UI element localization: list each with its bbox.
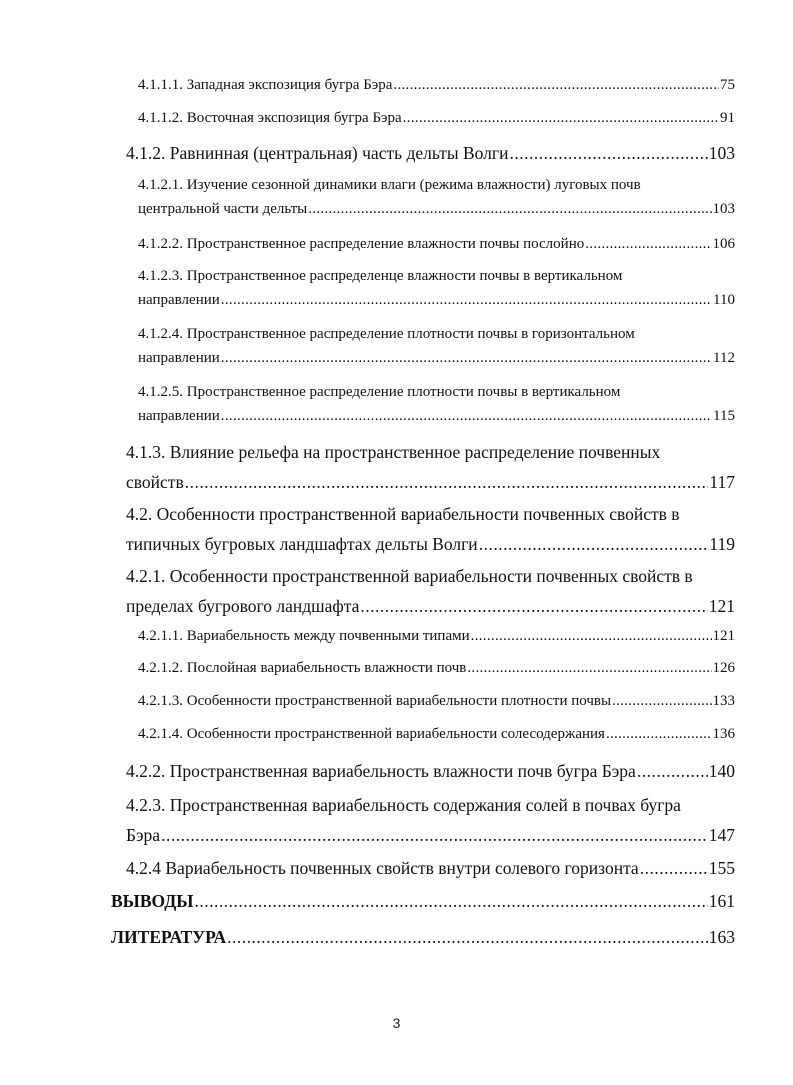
dot-leader <box>221 404 712 428</box>
toc-title: Изучение сезонной динамики влаги (режима влажности) луговых почв <box>186 177 641 193</box>
dot-leader <box>509 138 707 168</box>
toc-number: 4.1.3. <box>126 442 166 462</box>
toc-entry[interactable] <box>138 73 735 97</box>
toc-entry-references[interactable] <box>111 922 735 952</box>
toc-number: 4.2.1.1. <box>138 628 183 644</box>
toc-number: 4.1.1.2. <box>138 110 183 126</box>
toc-number: 4.1.2.1. <box>138 177 183 193</box>
toc-entry[interactable] <box>138 380 735 428</box>
toc-title: Влияние рельефа на пространственное распределение почвенных <box>169 442 661 462</box>
toc-number: 4.1.2.3. <box>138 268 183 284</box>
dot-leader <box>221 288 712 312</box>
toc-page: 110 <box>713 292 735 308</box>
toc-page: 147 <box>708 825 735 845</box>
toc-page: 163 <box>708 927 735 947</box>
toc-title: Западная экспозиция бугра Бэра <box>186 77 393 93</box>
toc-title-continuation: направлении <box>138 408 220 424</box>
dot-leader <box>640 853 708 883</box>
toc-title-continuation: типичных бугровых ландшафтах дельты Волги <box>126 534 478 554</box>
toc-page: 106 <box>712 236 735 252</box>
toc-entry[interactable] <box>126 138 735 168</box>
dot-leader <box>479 529 709 559</box>
dot-leader <box>403 106 719 130</box>
toc-page: 121 <box>708 596 735 616</box>
toc-entry[interactable] <box>138 689 735 713</box>
dot-leader <box>161 820 708 850</box>
toc-number: 4.2.1. <box>126 566 166 586</box>
toc-title: Пространственное распределенце влажности почвы в вертикальном <box>186 268 623 284</box>
dot-leader <box>195 886 708 916</box>
dot-leader <box>467 656 711 680</box>
toc-title: Пространственное распределение плотности почвы в горизонтальном <box>186 326 635 342</box>
dot-leader <box>606 722 712 746</box>
toc-page: 115 <box>713 408 735 424</box>
toc-number: 4.1.2.5. <box>138 384 183 400</box>
toc-entry[interactable] <box>126 437 735 497</box>
toc-title: Особенности пространственной вариабельности почвенных свойств в <box>169 566 693 586</box>
toc-entry[interactable] <box>126 756 735 786</box>
toc-number: 4.2.1.3. <box>138 693 183 709</box>
toc-entry[interactable] <box>126 790 735 850</box>
toc-page: 155 <box>708 858 735 878</box>
toc-page: 112 <box>713 350 735 366</box>
toc-title-continuation: направлении <box>138 292 220 308</box>
toc-title: Пространственная вариабельность влажности почв бугра Бэра <box>169 761 636 781</box>
dot-leader <box>185 467 709 497</box>
toc-number: 4.1.2. <box>126 143 166 163</box>
dot-leader <box>612 689 711 713</box>
toc-title: Особенности пространственной вариабельности солесодержания <box>186 726 605 742</box>
toc-title: Вариабельность между почвенными типами <box>186 628 470 644</box>
toc-page: 133 <box>712 693 735 709</box>
toc-title-continuation: центральной части дельты <box>138 201 308 217</box>
toc-page: 75 <box>720 77 735 93</box>
toc-number: 4.2.2. <box>126 761 166 781</box>
toc-title-continuation: свойств <box>126 472 184 492</box>
toc-number: 4.2.1.2. <box>138 660 183 676</box>
toc-title: Особенности пространственной вариабельности плотности почвы <box>186 693 612 709</box>
toc-title: ЛИТЕРАТУРА <box>111 927 227 947</box>
toc-page: 140 <box>708 761 735 781</box>
toc-entry[interactable] <box>126 853 735 883</box>
toc-entry[interactable] <box>138 322 735 370</box>
toc-number: 4.2.1.4. <box>138 726 183 742</box>
dot-leader <box>471 624 712 648</box>
toc-title: ВЫВОДЫ <box>111 891 194 911</box>
dot-leader <box>360 591 707 621</box>
toc-title: Особенности пространственной вариабельности почвенных свойств в <box>156 504 680 524</box>
toc-entry[interactable] <box>138 173 735 221</box>
toc-title: Пространственная вариабельность содержания солей в почвах бугра <box>169 795 681 815</box>
toc-title: Вариабельность почвенных свойств внутри солевого горизонта <box>165 858 639 878</box>
dot-leader <box>637 756 708 786</box>
page-number: 3 <box>392 1015 401 1031</box>
toc-entry[interactable] <box>138 264 735 312</box>
toc-page: 136 <box>712 726 735 742</box>
toc-number: 4.2. <box>126 504 153 524</box>
toc-page: 103 <box>708 143 735 163</box>
toc-entry[interactable] <box>126 499 735 559</box>
toc-entry[interactable] <box>138 106 735 130</box>
toc-entry[interactable] <box>138 232 735 256</box>
toc-title: Равнинная (центральная) часть дельты Волги <box>169 143 509 163</box>
toc-page: 117 <box>709 472 735 492</box>
dot-leader <box>393 73 719 97</box>
toc-number: 4.1.2.2. <box>138 236 183 252</box>
toc-entry-conclusions[interactable] <box>111 886 735 916</box>
toc-page: 91 <box>720 110 735 126</box>
toc-number: 4.1.2.4. <box>138 326 183 342</box>
toc-entry[interactable] <box>138 656 735 680</box>
toc-title-continuation: Бэра <box>126 825 161 845</box>
toc-title: Пространственное распределение плотности почвы в вертикальном <box>186 384 621 400</box>
toc-number: 4.2.4 <box>126 858 161 878</box>
toc-entry[interactable] <box>138 624 735 648</box>
toc-title: Послойная вариабельность влажности почв <box>186 660 467 676</box>
toc-entry[interactable] <box>138 722 735 746</box>
toc-page: 126 <box>712 660 735 676</box>
toc-number: 4.2.3. <box>126 795 166 815</box>
toc-title: Пространственное распределение влажности почвы послойно <box>186 236 585 252</box>
toc-page: 103 <box>712 201 735 217</box>
dot-leader <box>308 197 711 221</box>
dot-leader <box>221 346 712 370</box>
toc-title-continuation: направлении <box>138 350 220 366</box>
toc-page: 161 <box>708 891 735 911</box>
toc-page: 119 <box>709 534 735 554</box>
toc-title-continuation: пределах бугрового ландшафта <box>126 596 360 616</box>
toc-number: 4.1.1.1. <box>138 77 183 93</box>
toc-title: Восточная экспозиция бугра Бэра <box>186 110 402 126</box>
toc-entry[interactable] <box>126 561 735 621</box>
toc-page: 121 <box>712 628 735 644</box>
dot-leader <box>585 232 711 256</box>
dot-leader <box>227 922 708 952</box>
